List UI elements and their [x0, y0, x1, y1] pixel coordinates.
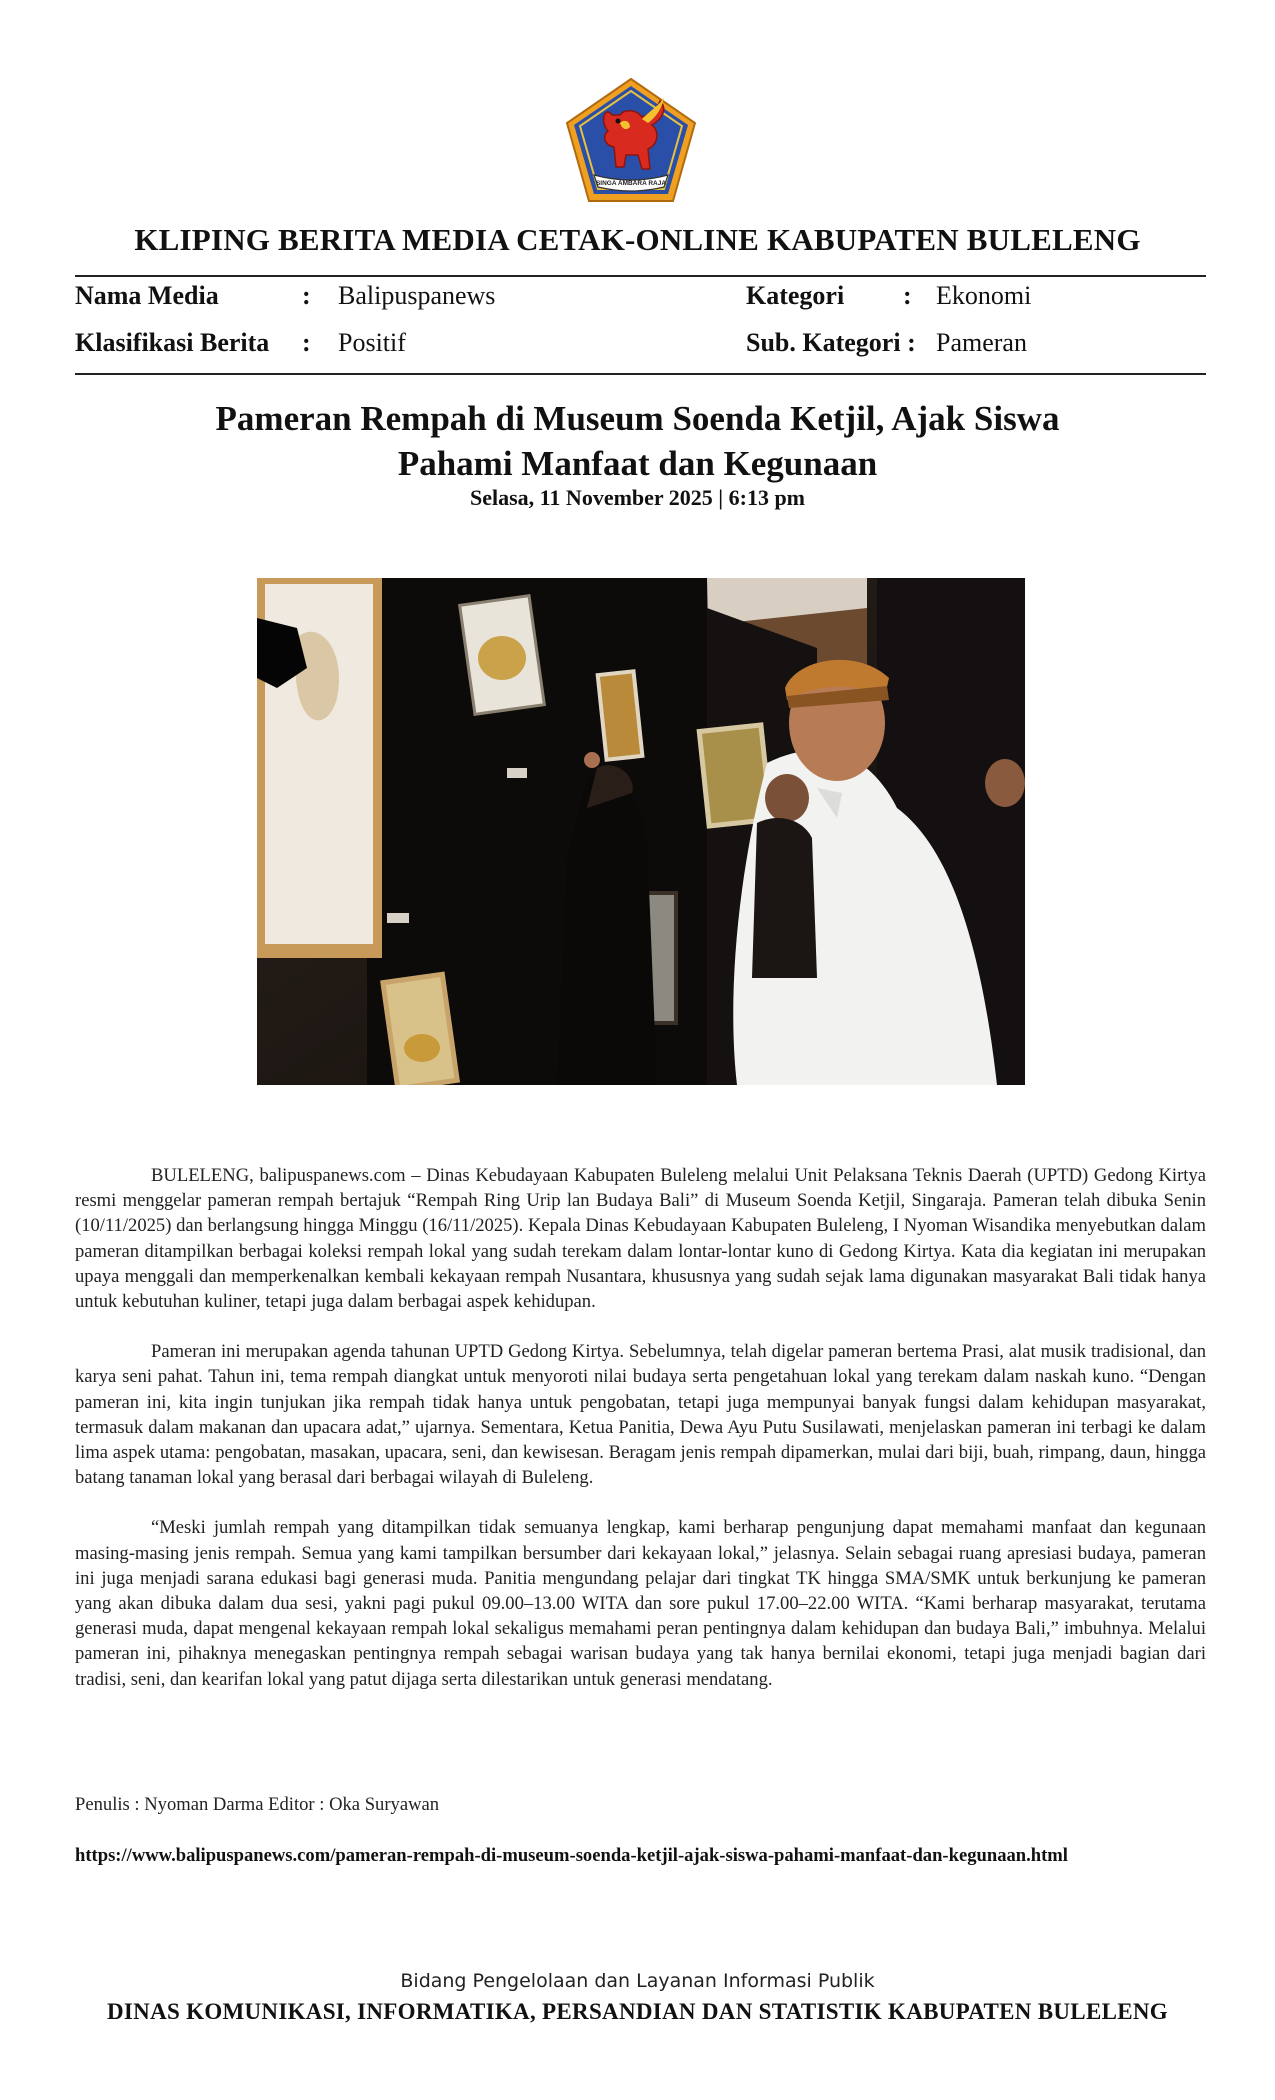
kategori-label: Kategori: [746, 281, 845, 310]
clipping-header-title: KLIPING BERITA MEDIA CETAK-ONLINE KABUPATEN BULELENG: [134, 222, 1141, 257]
buleleng-regency-crest-icon: [564, 75, 699, 205]
article-title: [100, 396, 1175, 486]
exhibition-photo-illustration: [257, 578, 1025, 1085]
article-paragraph-1: BULELENG, balipuspanews.com – Dinas Kebudayaan Kabupaten Buleleng melalui Unit Pelaksana Teknis Daerah (UPTD) Gedong Kirtya resmi menggelar pameran rempah bertajuk “Rempah Ring Urip lan Budaya Bali” di Museum Soenda Ketjil, Singaraja. Pameran telah dibuka Senin (10/11/2025) dan berlangsung hingga Minggu (16/11/2025). Kepala Dinas Kebudayaan Kabupaten Buleleng, I Nyoman Wisandika menyebutkan dalam pameran ditampilkan berbagai koleksi rempah lokal yang sudah terekam dalam lontar-lontar kuno di Gedong Kirtya. Kata dia kegiatan ini merupakan upaya menggali dan memperkenalkan kembali kekayaan rempah Nusantara, khususnya yang sudah sejak lama digunakan masyarakat Bali tidak hanya untuk kebutuhan kuliner, tetapi juga dalam berbagai aspek kehidupan.: [75, 1165, 1206, 1313]
kategori-colon: :: [903, 281, 912, 310]
article-body: [75, 1163, 1206, 1717]
nama-media-colon: :: [302, 281, 311, 310]
crest-motto: SINGA AMBARA RAJA: [595, 180, 667, 187]
article-source-url: https://www.balipuspanews.com/pameran-rempah-di-museum-soenda-ketjil-ajak-siswa-pahami-manfaat-dan-kegunaan.html: [75, 1845, 1068, 1866]
footer-agency-line: DINAS KOMUNIKASI, INFORMATIKA, PERSANDIAN DAN STATISTIK KABUPATEN BULELENG: [107, 1999, 1168, 2024]
sub-kategori-value: Pameran: [936, 328, 1027, 357]
kategori-value: Ekonomi: [936, 281, 1032, 310]
article-title-line-1: Pameran Rempah di Museum Soenda Ketjil, Ajak Siswa: [215, 399, 1060, 438]
article-date: Selasa, 11 November 2025 | 6:13 pm: [469, 485, 806, 510]
nama-media-value: Balipuspanews: [338, 281, 496, 310]
header-top-rule: [75, 275, 1206, 277]
footer-department-line: Bidang Pengelolaan dan Layanan Informasi Publik: [400, 1970, 875, 1992]
article-photo: [257, 578, 1025, 1085]
article-paragraph-3: “Meski jumlah rempah yang ditampilkan tidak semuanya lengkap, kami berharap pengunjung dapat memahami manfaat dan kegunaan masing-masing jenis rempah. Semua yang kami tampilkan bersumber dari kekayaan lokal,” jelasnya. Selain sebagai ruang apresiasi budaya, pameran ini juga menjadi sarana edukasi bagi generasi muda. Panitia mengundang pelajar dari tingkat TK hingga SMA/SMK untuk berkunjung ke pameran yang akan dibuka dalam dua sesi, yakni pagi pukul 09.00–13.00 WITA dan sore pukul 17.00–22.00 WITA. “Kami berharap masyarakat, terutama generasi muda, dapat mengenal kekayaan rempah lokal sekaligus memahami peran pentingnya dalam kehidupan dan budaya Bali,” imbuhnya. Melalui pameran ini, pihaknya menegaskan pentingnya rempah sebagai warisan budaya yang tak hanya bernilai ekonomi, tetapi juga menjadi bagian dari tradisi, seni, dan kearifan lokal yang patut dijaga serta dilestarikan untuk generasi mendatang.: [75, 1517, 1206, 1690]
article-credits: Penulis : Nyoman Darma Editor : Oka Suryawan: [75, 1794, 440, 1815]
nama-media-label: Nama Media: [75, 281, 219, 310]
article-title-line-2: Pahami Manfaat dan Kegunaan: [397, 444, 878, 483]
header-bottom-rule: [75, 373, 1206, 375]
klasifikasi-berita-value: Positif: [338, 328, 406, 357]
klasifikasi-berita-label: Klasifikasi Berita: [75, 328, 270, 357]
klasifikasi-berita-colon: :: [302, 328, 311, 357]
sub-kategori-label: Sub. Kategori :: [746, 328, 916, 357]
article-paragraph-2: Pameran ini merupakan agenda tahunan UPTD Gedong Kirtya. Sebelumnya, telah digelar pameran bertema Prasi, alat musik tradisional, dan karya seni pahat. Tahun ini, tema rempah diangkat untuk menyoroti nilai budaya serta pengetahuan lokal yang terekam dalam naskah kuno. “Dengan pameran ini, kita ingin tunjukan jika rempah tidak hanya untuk pengobatan, tetapi juga mempunyai banyak fungsi dalam kehidupan masyarakat, termasuk dalam makanan dan upacara adat,” ujarnya. Sementara, Ketua Panitia, Dewa Ayu Putu Susilawati, menjelaskan pameran ini terbagi ke dalam lima aspek utama: pengobatan, masakan, upacara, seni, dan kewisesan. Beragam jenis rempah dipamerkan, mulai dari biji, buah, rimpang, daun, hingga batang tanaman lokal yang berasal dari berbagai wilayah di Buleleng.: [75, 1341, 1206, 1489]
